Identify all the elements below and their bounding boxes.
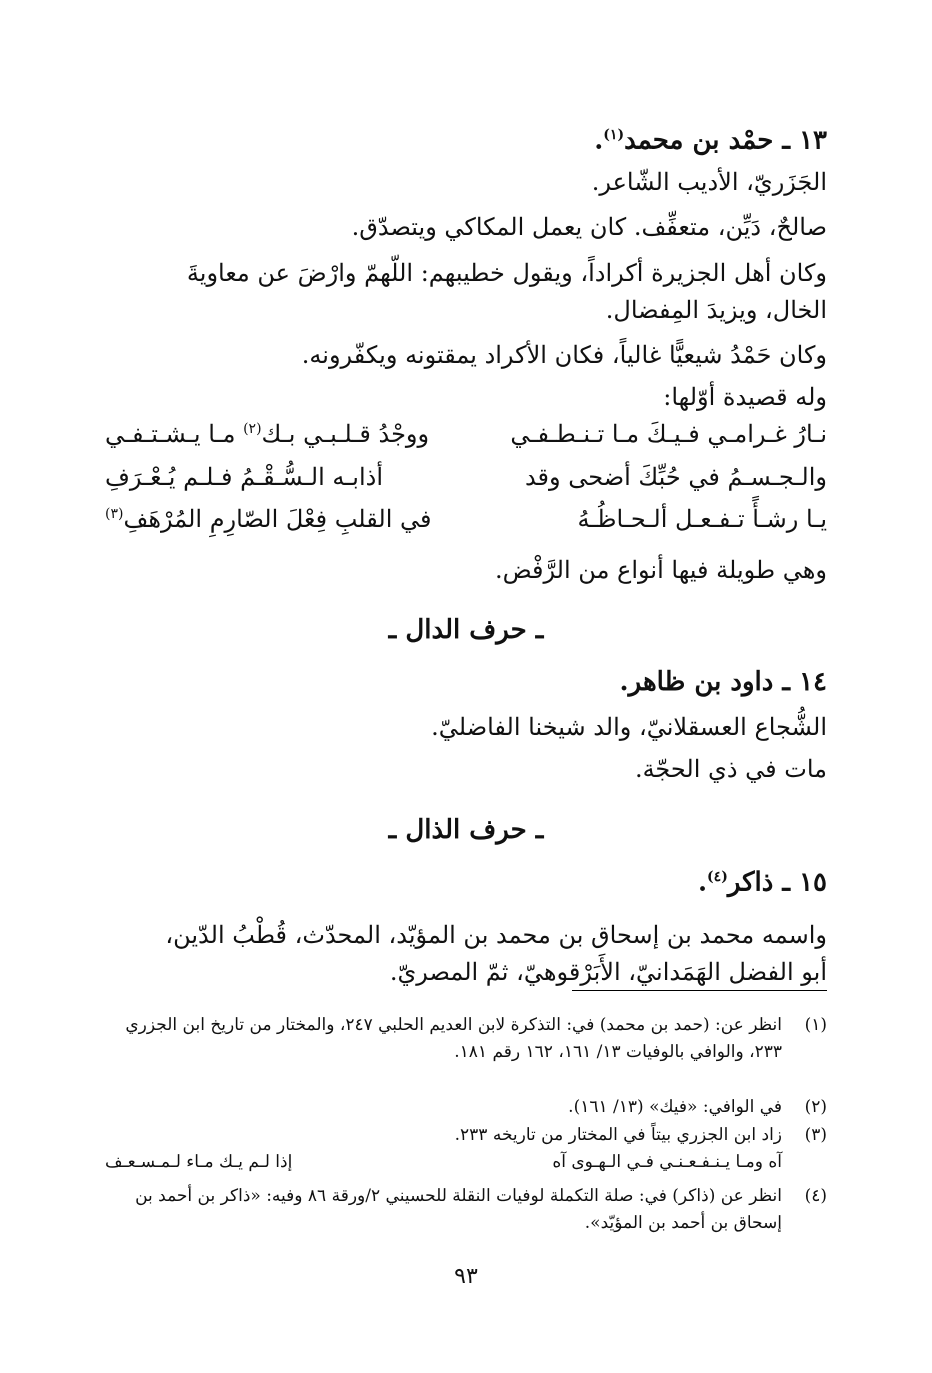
footnote-text: انظر عن: (حمد بن محمد) في: التذكرة لابن العديم الحلبي ٢٤٧، والمختار من تاريخ ابن الجزري ٢٣٣، والوافي بالوفيات ١٣/ ١٦١، ١٦٢ رقم ١٨١. bbox=[125, 1015, 782, 1062]
entry-14-line: الشُّجاع العسقلانيّ، والد شيخنا الفاضليّ. bbox=[431, 713, 827, 741]
footnote-text: انظر عن (ذاكر) في: صلة التكملة لوفيات النقلة للحسيني ٢/ورقة ٨٦ وفيه: «ذاكر بن أحمد بن إسحاق بن أحمد بن المؤيّد». bbox=[135, 1186, 782, 1233]
footnote-ref-4: (٤) bbox=[707, 869, 728, 885]
entry-15-line: واسمه محمد بن إسحاق بن محمد بن المؤيّد، المحدّث، قُطْبُ الدّين، bbox=[165, 921, 827, 949]
verse-row bbox=[105, 505, 827, 541]
entry-15-title: ١٥ ـ ذاكر bbox=[727, 867, 827, 898]
section-heading-dhal: ـ حرف الذال ـ bbox=[388, 815, 544, 845]
footnote-number: (٤) bbox=[804, 1186, 827, 1206]
footnote-verse bbox=[105, 1152, 782, 1179]
entry-13-line: الجَزَريّ، الأديب الشّاعر. bbox=[591, 168, 827, 196]
verse-first-hemistich: والـجـسـمُ في حُبِّكَ أضحى وقد bbox=[524, 463, 827, 491]
footnote-number: (٢) bbox=[804, 1097, 827, 1117]
footnote-number: (٣) bbox=[804, 1125, 827, 1145]
entry-15-period: . bbox=[697, 867, 708, 898]
verse-row bbox=[105, 463, 827, 499]
verse-second-hemistich: أذابـه الـسُّـقْـمُ فـلـم يُـعْـرَفِ bbox=[105, 463, 383, 491]
entry-13-line: صالحٌ، دَيِّن، متعفِّف. كان يعمل المكاكي ويتصدّق. bbox=[351, 213, 827, 241]
entry-13-period: . bbox=[594, 125, 604, 156]
entry-13-line: وله قصيدة أوّلها: bbox=[663, 383, 827, 411]
footnote-verse-first: آه ومـا يـنـفـعـنـي فـي الـهـوى آه bbox=[552, 1152, 782, 1172]
entry-13-line: الخال، ويزيدَ المِفضال. bbox=[605, 296, 827, 324]
footnote-ref-1: (١) bbox=[603, 127, 625, 143]
footnote-ref-2: (٢) bbox=[243, 421, 262, 437]
verse-text: مـا يـشـتـفـي bbox=[105, 420, 244, 448]
section-heading-dal: ـ حرف الدال ـ bbox=[388, 615, 544, 645]
footnote-verse-second: إذا لـم يـك مـاء لـمـسـعـف bbox=[105, 1152, 293, 1172]
verse-text: ووجْدُ قـلـبـي بـك bbox=[261, 420, 430, 448]
footnote-2 bbox=[105, 1094, 827, 1121]
footnote-separator bbox=[572, 990, 827, 991]
footnote-text: في الوافي: «فيك» (١٣/ ١٦١). bbox=[568, 1097, 782, 1117]
entry-13-closing: وهي طويلة فيها أنواع من الرَّفْض. bbox=[494, 556, 827, 584]
verse-row bbox=[105, 420, 827, 456]
footnote-ref-3: (٣) bbox=[105, 506, 124, 522]
entry-14-heading: ١٤ ـ داود بن ظاهر. bbox=[619, 667, 827, 697]
entry-13-heading bbox=[594, 118, 827, 158]
footnote-1 bbox=[105, 1012, 827, 1066]
verse-second-hemistich bbox=[105, 505, 431, 533]
page-number: ٩٣ bbox=[454, 1264, 478, 1289]
entry-14-line: مات في ذي الحجّة. bbox=[634, 755, 827, 783]
footnote-3 bbox=[105, 1122, 827, 1149]
footnote-text: زاد ابن الجزري بيتاً في المختار من تاريخه ٢٣٣. bbox=[454, 1125, 782, 1145]
verse-first-hemistich: يـا رشـأً تـفـعـل ألـحـاظُـهُ bbox=[577, 505, 827, 533]
verse-second-hemistich bbox=[105, 420, 429, 448]
entry-13-title: ١٣ ـ حمْد بن محمد bbox=[624, 125, 827, 156]
verse-text: في القلبِ فِعْلَ الصّارِمِ المُرْهَفِ bbox=[123, 505, 432, 533]
footnote-number: (١) bbox=[804, 1015, 827, 1035]
footnote-4 bbox=[105, 1183, 827, 1237]
verse-first-hemistich: نـارُ غـرامـي فـيـكَ مـا تـنـطـفـي bbox=[510, 420, 827, 448]
entry-13-line: وكان حَمْدُ شيعيًّا غالياً، فكان الأكراد يمقتونه ويكفّرونه. bbox=[301, 341, 827, 369]
entry-15-line: أبو الفضل الهَمَدانيّ، الأَبَرْقوهيّ، ثمّ المصريّ. bbox=[389, 958, 827, 986]
entry-15-heading bbox=[698, 860, 827, 900]
entry-13-line: وكان أهل الجزيرة أكراداً، ويقول خطيبهم: اللّهمّ وارْضَ عن معاويةَ bbox=[186, 259, 827, 287]
